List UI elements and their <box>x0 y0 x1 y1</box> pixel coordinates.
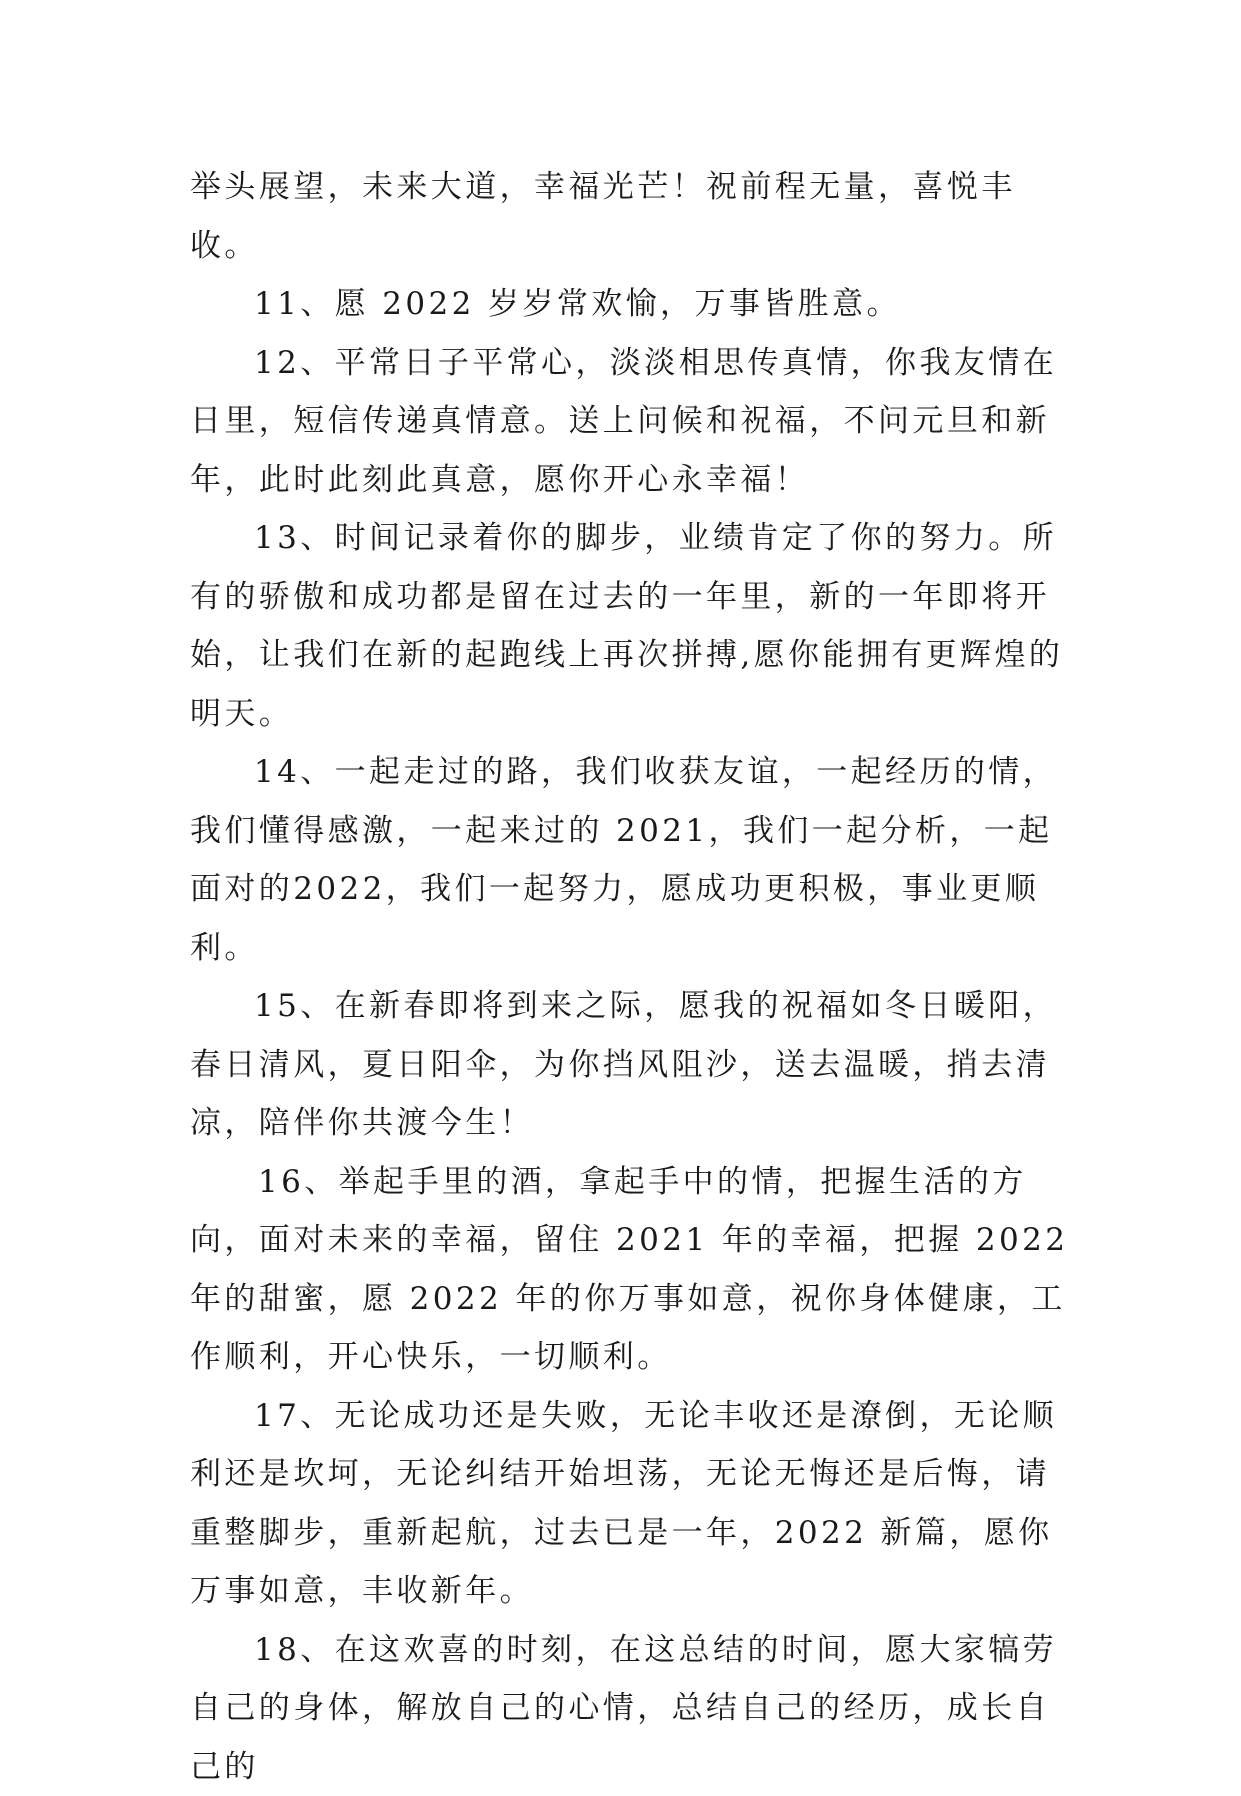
paragraph-item-13: 13、时间记录着你的脚步，业绩肯定了你的努力。所有的骄傲和成功都是留在过去的一年里，新的一年即将开始，让我们在新的起跑线上再次拼搏,愿你能拥有更辉煌的明天。 <box>190 509 1070 743</box>
paragraph-item-11: 11、愿 2022 岁岁常欢愉，万事皆胜意。 <box>190 275 1070 334</box>
document-body <box>190 158 1070 1796</box>
paragraph-continuation: 举头展望，未来大道，幸福光芒！祝前程无量，喜悦丰收。 <box>190 158 1070 275</box>
paragraph-item-14: 14、一起走过的路，我们收获友谊，一起经历的情，我们懂得感激，一起来过的 2021，我们一起分析，一起面对的2022，我们一起努力，愿成功更积极，事业更顺利。 <box>190 743 1070 977</box>
paragraph-item-15: 15、在新春即将到来之际，愿我的祝福如冬日暖阳，春日清风，夏日阳伞，为你挡风阻沙，送去温暖，捎去清凉，陪伴你共渡今生！ <box>190 977 1070 1153</box>
paragraph-item-17: 17、无论成功还是失败，无论丰收还是潦倒，无论顺利还是坎坷，无论纠结开始坦荡，无论无悔还是后悔，请重整脚步，重新起航，过去已是一年，2022 新篇，愿你万事如意，丰收新年。 <box>190 1387 1070 1621</box>
paragraph-item-12: 12、平常日子平常心，淡淡相思传真情，你我友情在日里，短信传递真情意。送上问候和祝福，不问元旦和新年，此时此刻此真意，愿你开心永幸福！ <box>190 334 1070 510</box>
paragraph-item-18: 18、在这欢喜的时刻，在这总结的时间，愿大家犒劳自己的身体，解放自己的心情，总结自己的经历，成长自己的 <box>190 1621 1070 1796</box>
paragraph-item-16: 16、举起手里的酒，拿起手中的情，把握生活的方向，面对未来的幸福，留住 2021 年的幸福，把握 2022 年的甜蜜，愿 2022 年的你万事如意，祝你身体健康，工作顺利，开心快乐，一切顺利。 <box>190 1153 1070 1387</box>
